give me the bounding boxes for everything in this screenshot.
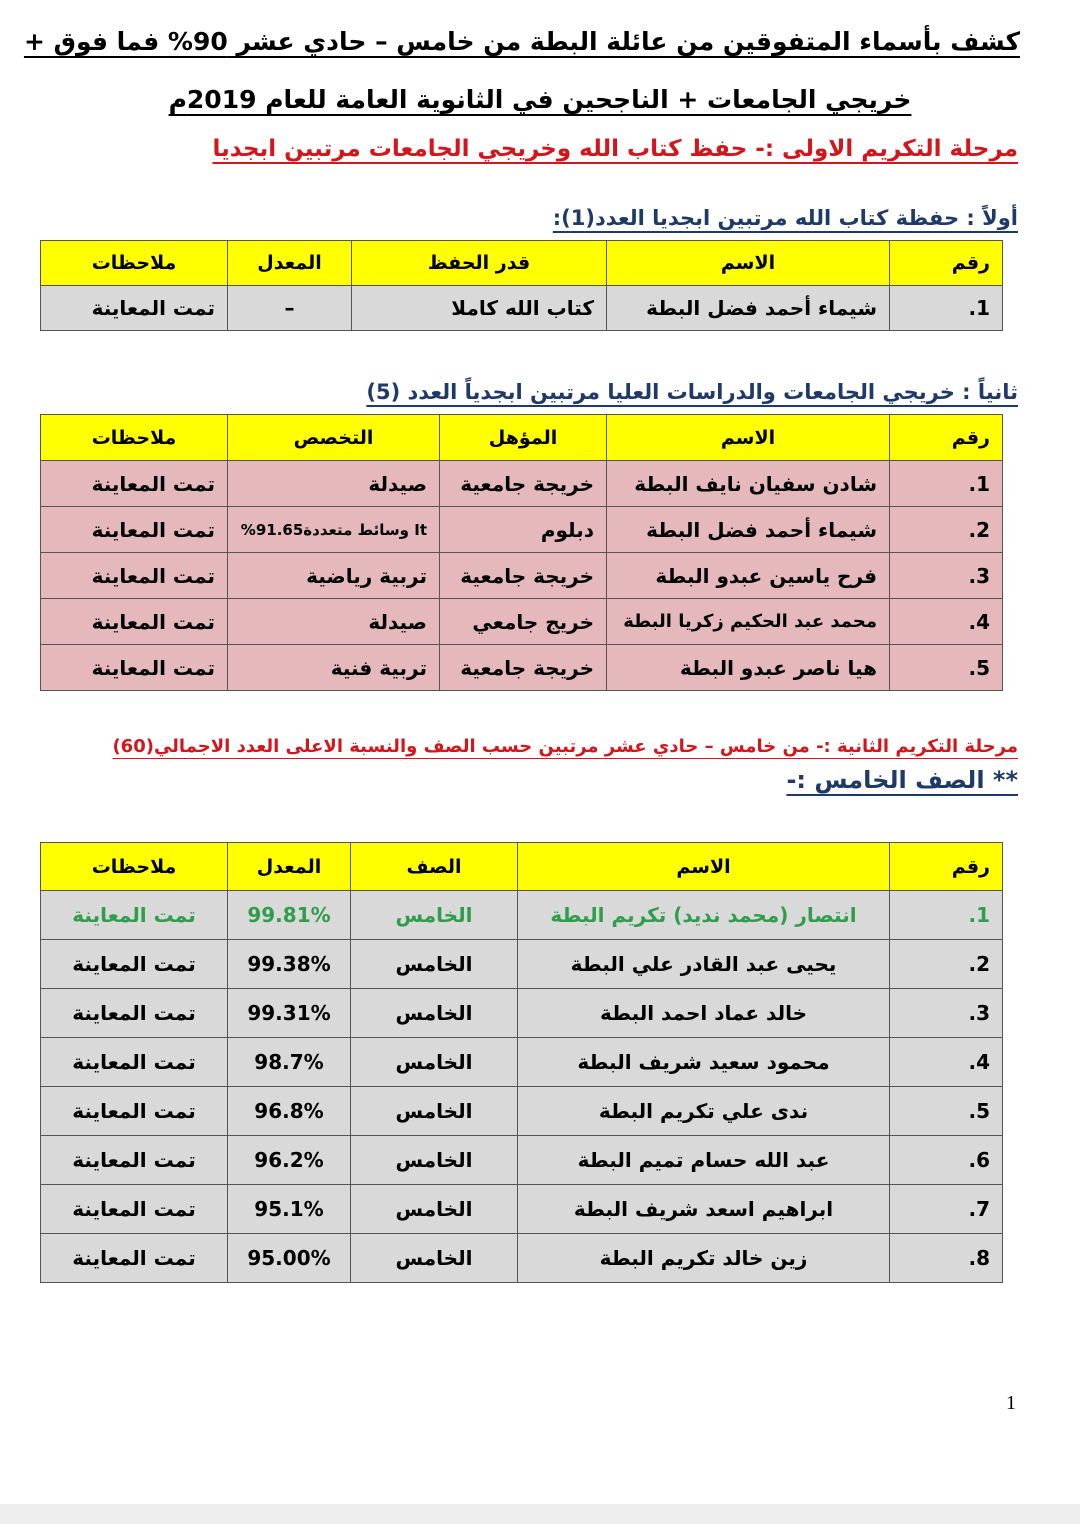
- cell-name: ندى علي تكريم البطة: [518, 1087, 890, 1136]
- header-notes: ملاحظات: [41, 241, 228, 286]
- cell-name: شادن سفيان نايف البطة: [607, 461, 890, 507]
- cell-average: –: [228, 286, 352, 331]
- table-fifth-grade: [40, 842, 1003, 1283]
- header-name: الاسم: [607, 241, 890, 286]
- header-number: رقم: [890, 415, 1003, 461]
- table-header-row: [41, 843, 1003, 891]
- cell-notes: تمت المعاينة: [41, 989, 228, 1038]
- cell-average: 98.7%: [228, 1038, 351, 1087]
- cell-average: 95.00%: [228, 1234, 351, 1283]
- table-row: [41, 1087, 1003, 1136]
- cell-grade: الخامس: [351, 1087, 518, 1136]
- cell-notes: تمت المعاينة: [41, 1087, 228, 1136]
- header-number: رقم: [890, 843, 1003, 891]
- table-quran-memorizers: [40, 240, 1003, 331]
- table-row: [41, 940, 1003, 989]
- cell-name: هيا ناصر عبدو البطة: [607, 645, 890, 691]
- cell-name: عبد الله حسام تميم البطة: [518, 1136, 890, 1185]
- cell-grade: الخامس: [351, 1038, 518, 1087]
- cell-specialization: It وسائط متعددة91.65%: [228, 507, 440, 553]
- cell-specialization: صيدلة: [228, 461, 440, 507]
- cell-number: 4.: [890, 599, 1003, 645]
- cell-notes: تمت المعاينة: [41, 1234, 228, 1283]
- cell-average: 96.2%: [228, 1136, 351, 1185]
- cell-grade: الخامس: [351, 1234, 518, 1283]
- cell-name: شيماء أحمد فضل البطة: [607, 507, 890, 553]
- table-row: [41, 989, 1003, 1038]
- cell-number: 1.: [890, 286, 1003, 331]
- section-3-heading: ** الصف الخامس :-: [786, 766, 1018, 794]
- cell-number: 2.: [890, 940, 1003, 989]
- section-1-heading: أولاً : حفظة كتاب الله مرتبين ابجديا العدد(1):: [552, 206, 1018, 230]
- cell-number: 1.: [890, 891, 1003, 940]
- header-qualification: المؤهل: [440, 415, 607, 461]
- cell-name: محمد عبد الحكيم زكريا البطة: [607, 599, 890, 645]
- header-average: المعدل: [228, 843, 351, 891]
- cell-name: خالد عماد احمد البطة: [518, 989, 890, 1038]
- table-row: [41, 645, 1003, 691]
- cell-notes: تمت المعاينة: [41, 461, 228, 507]
- cell-number: 5.: [890, 1087, 1003, 1136]
- cell-name: محمود سعيد شريف البطة: [518, 1038, 890, 1087]
- cell-qualification: خريجة جامعية: [440, 645, 607, 691]
- header-name: الاسم: [607, 415, 890, 461]
- table-row: [41, 599, 1003, 645]
- cell-notes: تمت المعاينة: [41, 599, 228, 645]
- cell-number: 6.: [890, 1136, 1003, 1185]
- header-notes: ملاحظات: [41, 843, 228, 891]
- table-row: [41, 1185, 1003, 1234]
- cell-grade: الخامس: [351, 1185, 518, 1234]
- cell-specialization: تربية فنية: [228, 645, 440, 691]
- cell-notes: تمت المعاينة: [41, 1185, 228, 1234]
- cell-average: 96.8%: [228, 1087, 351, 1136]
- cell-notes: تمت المعاينة: [41, 1136, 228, 1185]
- cell-specialization: تربية رياضية: [228, 553, 440, 599]
- cell-specialization: صيدلة: [228, 599, 440, 645]
- page-number: 1: [1006, 1392, 1016, 1414]
- title-line-1: كشف بأسماء المتفوقين من عائلة البطة من خامس – حادي عشر 90% فما فوق +: [23, 27, 1020, 56]
- cell-qualification: خريجة جامعية: [440, 461, 607, 507]
- header-average: المعدل: [228, 241, 352, 286]
- header-name: الاسم: [518, 843, 890, 891]
- cell-qualification: دبلوم: [440, 507, 607, 553]
- cell-grade: الخامس: [351, 1136, 518, 1185]
- cell-number: 8.: [890, 1234, 1003, 1283]
- cell-number: 5.: [890, 645, 1003, 691]
- stage-1-heading: مرحلة التكريم الاولى :- حفظ كتاب الله وخريجي الجامعات مرتبين ابجديا: [212, 136, 1018, 162]
- cell-notes: تمت المعاينة: [41, 507, 228, 553]
- cell-grade: الخامس: [351, 940, 518, 989]
- cell-average: 99.38%: [228, 940, 351, 989]
- stage-2-heading: مرحلة التكريم الثانية :- من خامس – حادي عشر مرتبين حسب الصف والنسبة الاعلى العدد الاجمالي(60): [112, 736, 1018, 757]
- cell-number: 1.: [890, 461, 1003, 507]
- cell-average: 99.31%: [228, 989, 351, 1038]
- table-row: [41, 1136, 1003, 1185]
- cell-name: انتصار (محمد نديد) تكريم البطة: [518, 891, 890, 940]
- table-row: [41, 286, 1003, 331]
- cell-notes: تمت المعاينة: [41, 286, 228, 331]
- header-specialization: التخصص: [228, 415, 440, 461]
- cell-memorization: كتاب الله كاملا: [352, 286, 607, 331]
- cell-notes: تمت المعاينة: [41, 645, 228, 691]
- cell-grade: الخامس: [351, 891, 518, 940]
- header-memorization: قدر الحفظ: [352, 241, 607, 286]
- table-row: [41, 1038, 1003, 1087]
- cell-number: 3.: [890, 989, 1003, 1038]
- table-row: [41, 461, 1003, 507]
- table-row-highlighted: [41, 891, 1003, 940]
- table-header-row: [41, 415, 1003, 461]
- table-row: [41, 1234, 1003, 1283]
- cell-name: شيماء أحمد فضل البطة: [607, 286, 890, 331]
- header-number: رقم: [890, 241, 1003, 286]
- header-grade: الصف: [351, 843, 518, 891]
- cell-qualification: خريجة جامعية: [440, 553, 607, 599]
- cell-qualification: خريج جامعي: [440, 599, 607, 645]
- cell-name: يحيى عبد القادر علي البطة: [518, 940, 890, 989]
- cell-number: 3.: [890, 553, 1003, 599]
- bottom-scroll-strip: [0, 1504, 1080, 1524]
- cell-name: ابراهيم اسعد شريف البطة: [518, 1185, 890, 1234]
- cell-notes: تمت المعاينة: [41, 891, 228, 940]
- cell-name: زين خالد تكريم البطة: [518, 1234, 890, 1283]
- header-notes: ملاحظات: [41, 415, 228, 461]
- table-header-row: [41, 241, 1003, 286]
- cell-notes: تمت المعاينة: [41, 1038, 228, 1087]
- cell-average: 95.1%: [228, 1185, 351, 1234]
- section-2-heading: ثانياً : خريجي الجامعات والدراسات العليا مرتبين ابجدياً العدد (5): [366, 380, 1018, 404]
- cell-notes: تمت المعاينة: [41, 553, 228, 599]
- table-row: [41, 553, 1003, 599]
- title-line-2: خريجي الجامعات + الناجحين في الثانوية العامة للعام 2019م: [168, 85, 912, 114]
- cell-number: 4.: [890, 1038, 1003, 1087]
- cell-number: 2.: [890, 507, 1003, 553]
- cell-number: 7.: [890, 1185, 1003, 1234]
- cell-name: فرح ياسين عبدو البطة: [607, 553, 890, 599]
- table-graduates: [40, 414, 1003, 691]
- cell-average: 99.81%: [228, 891, 351, 940]
- cell-notes: تمت المعاينة: [41, 940, 228, 989]
- cell-grade: الخامس: [351, 989, 518, 1038]
- table-row: [41, 507, 1003, 553]
